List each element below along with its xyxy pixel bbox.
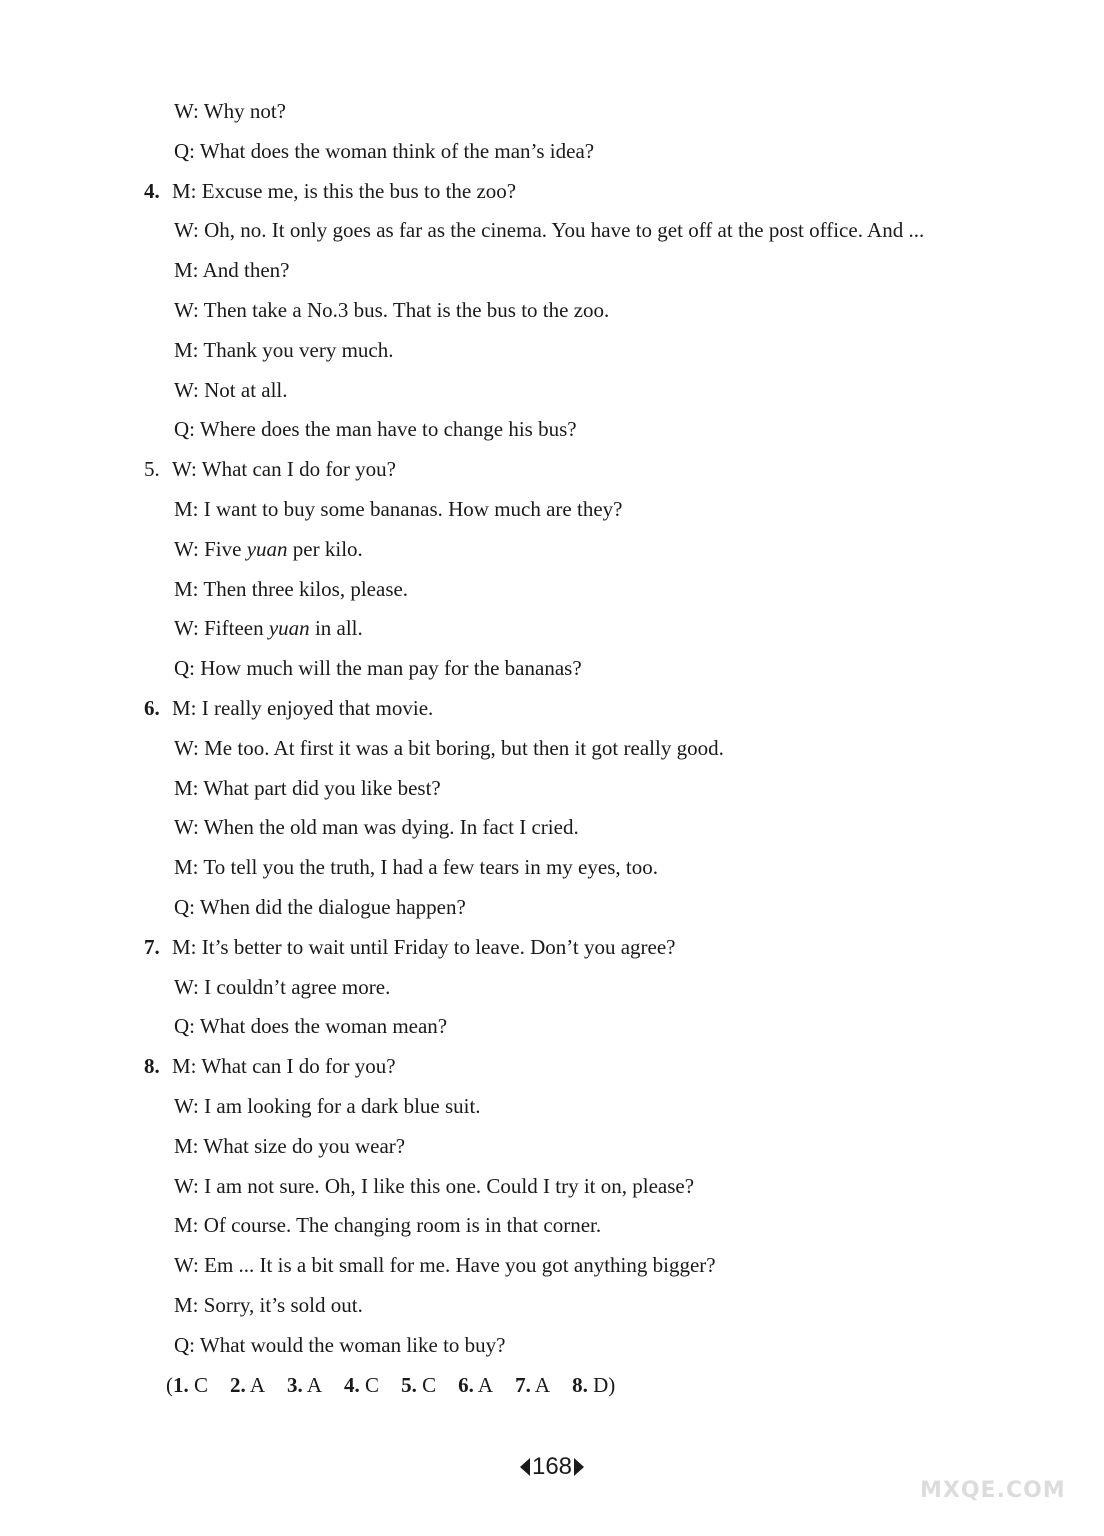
dialogue-text-line: M: What size do you wear? <box>174 1133 406 1158</box>
dialogue-text-line: M: What part did you like best? <box>174 775 441 800</box>
answer-item <box>287 1372 322 1398</box>
question-number: 5. <box>144 457 160 482</box>
dialogue-text-line: W: Oh, no. It only goes as far as the cinema. You have to get off at the post office. And ... <box>174 218 925 243</box>
dialogue-text-line: W: Not at all. <box>174 377 288 402</box>
dialogue-text-line: W: Then take a No.3 bus. That is the bus to the zoo. <box>174 298 610 322</box>
answer-item <box>173 1372 208 1398</box>
answer-letter: A <box>473 1372 494 1397</box>
answer-item <box>401 1372 436 1398</box>
answer-item <box>515 1372 550 1398</box>
page-number-text: 168 <box>531 1453 573 1480</box>
answer-number: 8. <box>572 1372 588 1397</box>
dialogue-text-line: M: It’s better to wait until Friday to leave. Don’t you agree? <box>172 934 676 959</box>
answer-letter: C <box>416 1372 437 1397</box>
right-arrow-icon <box>574 1458 584 1476</box>
dialogue-text-line: M: Then three kilos, please. <box>174 576 409 601</box>
answer-letter: D <box>587 1372 609 1397</box>
dialogue-text-line: W: Why not? <box>174 99 286 123</box>
answer-number: 5. <box>401 1372 417 1397</box>
dialogue-text-line <box>174 536 363 562</box>
answer-letter: C <box>359 1372 380 1397</box>
answer-number: 2. <box>230 1372 246 1397</box>
dialogue-text-line <box>174 615 363 641</box>
text-segment: per kilo. <box>287 536 363 561</box>
dialogue-text-line: Q: When did the dialogue happen? <box>174 895 466 919</box>
dialogue-text-line: W: I am looking for a dark blue suit. <box>174 1094 481 1118</box>
dialogue-text-line: W: Me too. At first it was a bit boring, but then it got really good. <box>174 735 724 760</box>
answer-number: 4. <box>344 1372 360 1397</box>
text-segment: W: Fifteen <box>174 616 269 641</box>
answer-number: 1. <box>173 1372 189 1397</box>
dialogue-text-line: W: What can I do for you? <box>172 457 396 482</box>
dialogue-text-line: Q: What does the woman think of the man’s idea? <box>174 138 595 163</box>
question-number: 4. <box>144 178 160 203</box>
question-number: 6. <box>144 696 160 720</box>
answer-letter: A <box>245 1372 266 1397</box>
dialogue-text-line: M: Of course. The changing room is in that corner. <box>174 1213 602 1238</box>
answer-key <box>166 1372 615 1398</box>
left-arrow-icon <box>520 1458 530 1476</box>
dialogue-text-line: Q: What would the woman like to buy? <box>174 1332 506 1357</box>
dialogue-text-line: W: I am not sure. Oh, I like this one. Could I try it on, please? <box>174 1173 695 1198</box>
close-paren: ) <box>608 1372 616 1397</box>
watermark-logo: MXQE.COM <box>920 1478 1066 1503</box>
italic-word: yuan <box>246 536 288 561</box>
dialogue-text-line: Q: What does the woman mean? <box>174 1014 448 1039</box>
answer-letter: A <box>530 1372 551 1397</box>
answer-number: 3. <box>287 1372 303 1397</box>
dialogue-text-line: M: Sorry, it’s sold out. <box>174 1293 363 1317</box>
open-paren: ( <box>166 1372 173 1397</box>
question-number: 8. <box>144 1054 160 1079</box>
dialogue-text-line: Q: Where does the man have to change his bus? <box>174 417 577 442</box>
dialogue-text-line: W: Em ... It is a bit small for me. Have you got anything bigger? <box>174 1253 716 1278</box>
dialogue-text-line: M: What can I do for you? <box>172 1054 396 1079</box>
answer-number: 6. <box>458 1372 474 1397</box>
answer-item <box>230 1372 265 1398</box>
answer-letter: C <box>188 1372 209 1397</box>
italic-word: yuan <box>268 616 310 641</box>
dialogue-text-line: M: Thank you very much. <box>174 337 394 362</box>
answer-item <box>344 1372 379 1398</box>
dialogue-text-line: M: Excuse me, is this the bus to the zoo? <box>172 178 517 203</box>
dialogue-text-line: W: When the old man was dying. In fact I cried. <box>174 815 579 840</box>
dialogue-text-line: M: And then? <box>174 258 290 283</box>
dialogue-text-line: Q: How much will the man pay for the bananas? <box>174 656 582 681</box>
answer-item <box>572 1372 615 1398</box>
answer-letter: A <box>302 1372 323 1397</box>
text-segment: W: Five <box>174 536 247 561</box>
dialogue-text-line: W: I couldn’t agree more. <box>174 974 391 999</box>
answer-number: 7. <box>515 1372 531 1397</box>
dialogue-text-line: M: To tell you the truth, I had a few tears in my eyes, too. <box>174 855 658 880</box>
dialogue-text-line: M: I really enjoyed that movie. <box>172 696 434 720</box>
dialogue-text-line: M: I want to buy some bananas. How much are they? <box>174 497 623 521</box>
question-number: 7. <box>144 934 160 959</box>
answer-item <box>458 1372 493 1398</box>
text-segment: in all. <box>309 616 363 641</box>
